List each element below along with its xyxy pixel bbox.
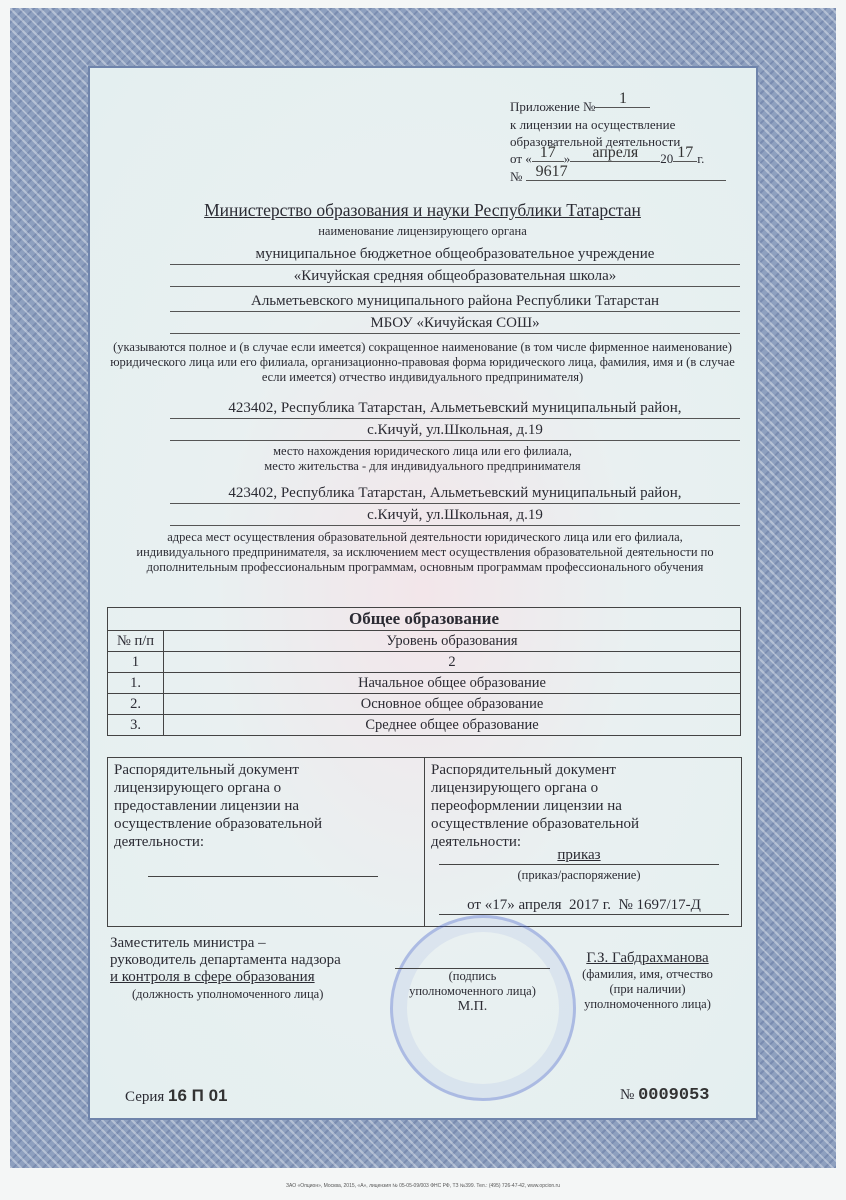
table-cell: 2. [108, 694, 164, 715]
licensee-line: муниципальное бюджетное общеобразовательное учреждение [170, 244, 740, 265]
number-value: 0009053 [638, 1086, 710, 1105]
appendix-header: Приложение № 1 к лицензии на осуществление образовательной деятельности от « 17 » апреля 20 17 г. № 9617 [510, 98, 740, 186]
location-caption: место нахождения юридического лица или его филиала, [273, 444, 572, 458]
form-number [620, 1086, 709, 1105]
table-index-row [108, 652, 741, 673]
appendix-line: образовательной деятельности [510, 134, 681, 149]
date-prefix: от « [510, 151, 532, 166]
signature-field [395, 968, 550, 1014]
position-line: руководитель департамента надзора [110, 952, 341, 968]
appendix-line: к лицензии на осуществление [510, 117, 676, 132]
location-line: с.Кичуй, ул.Школьная, д.19 [170, 420, 740, 441]
signature-caption: уполномоченного лица) [409, 984, 536, 998]
appendix-number: 1 [595, 90, 650, 108]
order-reissue [424, 758, 741, 926]
activity-address-line: с.Кичуй, ул.Школьная, д.19 [170, 505, 740, 526]
column-header: Уровень образования [164, 631, 741, 652]
appendix-label: Приложение № [510, 99, 596, 114]
form-series [125, 1086, 228, 1106]
table-row [108, 673, 741, 694]
series-value: 16 П 01 [168, 1086, 228, 1105]
table-row [108, 715, 741, 736]
order-doc-date: от «17» апреля 2017 г. № 1697/17-Д [439, 896, 729, 915]
location-caption: место жительства - для индивидуального предпринимателя [264, 459, 581, 473]
table-row [108, 694, 741, 715]
order-issue [108, 758, 424, 926]
order-doc-type: приказ [439, 846, 719, 865]
year-suffix: г. [697, 151, 705, 166]
position-caption: (должность уполномоченного лица) [132, 987, 324, 1001]
column-header: № п/п [108, 631, 164, 652]
number-label: № [620, 1087, 635, 1103]
date-month: апреля [570, 144, 660, 162]
year-prefix: 20 [660, 151, 674, 166]
activity-address-caption: адреса мест осуществления образовательной деятельности юридического лица или его филиала, индивидуального предпринимателя, за исключением мест осуществления образовательной деятельности по дополнительным профессиональным программам, основным программам профессионального обучения [136, 530, 714, 574]
position-line: Заместитель министра – [110, 935, 266, 951]
table-cell: Начальное общее образование [164, 673, 741, 694]
license-number: 9617 [526, 163, 726, 181]
table-cell: 3. [108, 715, 164, 736]
seal-label: М.П. [457, 999, 488, 1014]
table-cell: 1. [108, 673, 164, 694]
table-cell: Основное общее образование [164, 694, 741, 715]
number-label: № [510, 169, 523, 184]
authority-name: Министерство образования и науки Республики Татарстан [204, 200, 641, 220]
activity-address-line: 423402, Республика Татарстан, Альметьевский муниципальный район, [170, 483, 740, 504]
orders-box [107, 757, 742, 927]
position-line: и контроля в сфере образования [110, 969, 315, 985]
authority-caption: наименование лицензирующего органа [318, 224, 527, 238]
signature-caption: (подпись [448, 969, 497, 983]
series-label: Серия [125, 1089, 165, 1105]
printer-note: ЗАО «Опцион», Москва, 2015, «А», лицензия № 05-05-09/003 ФНС РФ, ТЗ №399. Тел.: (495) 726-47-42, www.opcion.ru [286, 1183, 560, 1189]
date-year: 17 [673, 144, 697, 162]
education-table [107, 607, 741, 736]
signer-name: Г.З. Габдрахманова [586, 950, 709, 966]
table-cell: 1 [108, 652, 164, 673]
signer-position [110, 935, 341, 1003]
licensee-short-name: МБОУ «Кичуйская СОШ» [170, 313, 740, 334]
table-cell: 2 [164, 652, 741, 673]
table-cell: Среднее общее образование [164, 715, 741, 736]
signer-name-block [565, 950, 730, 1012]
order-issue-text: Распорядительный документ лицензирующего органа о предоставлении лицензии на осуществление образовательной деятельности: [114, 762, 322, 850]
location-line: 423402, Республика Татарстан, Альметьевский муниципальный район, [170, 398, 740, 419]
table-title: Общее образование [108, 608, 741, 631]
order-blank-line [148, 876, 378, 877]
licensee-caption: (указываются полное и (в случае если имеется) сокращенное наименование (в том числе фирменное наименование) юридического лица или его филиала, организационно-правовая форма юридического лица, фамилия, имя и (в случае если имеется) отчество индивидуального предпринимателя) [110, 340, 735, 384]
table-header-row [108, 631, 741, 652]
licensee-line: «Кичуйская средняя общеобразовательная школа» [170, 266, 740, 287]
name-caption: (фамилия, имя, отчество [582, 967, 713, 981]
name-caption: уполномоченного лица) [584, 997, 711, 1011]
name-caption: (при наличии) [609, 982, 686, 996]
order-reissue-text: Распорядительный документ лицензирующего органа о переоформлении лицензии на осуществление образовательной деятельности: [431, 762, 639, 850]
date-day: 17 [532, 144, 564, 162]
order-doc-caption: (приказ/распоряжение) [517, 868, 641, 882]
licensee-line: Альметьевского муниципального района Республики Татарстан [170, 291, 740, 312]
